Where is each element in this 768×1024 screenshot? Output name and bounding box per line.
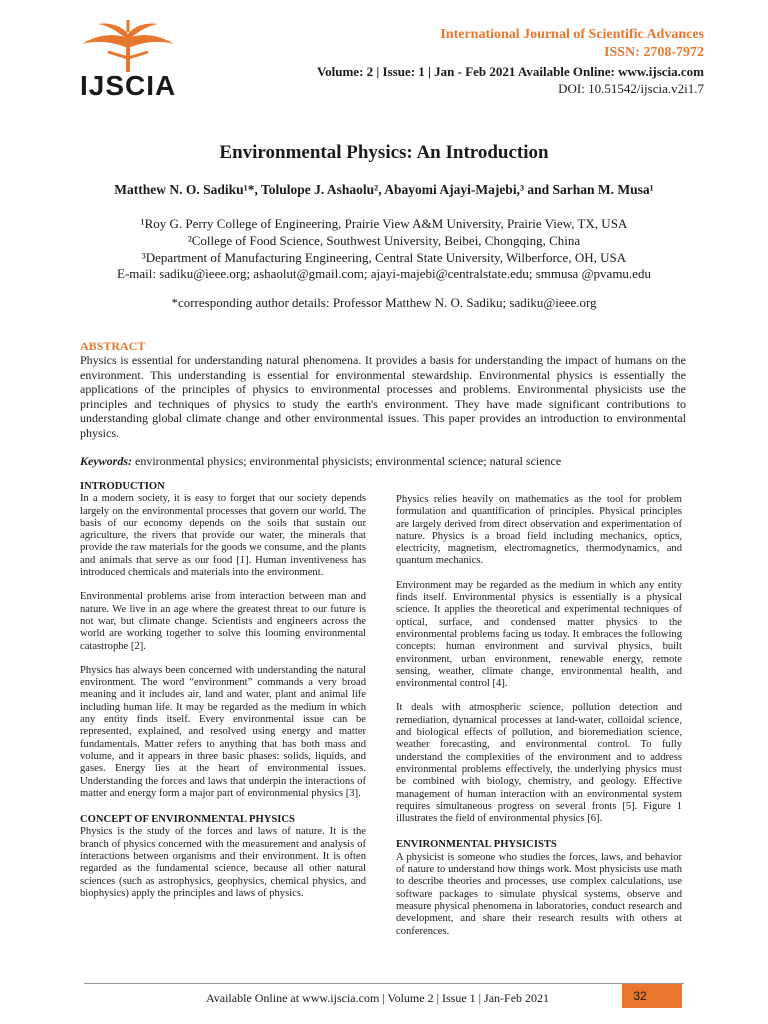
journal-logo-icon	[68, 18, 188, 74]
keywords-label: Keywords:	[80, 454, 132, 468]
abstract-text: Physics is essential for understanding natural phenomena. It provides a basis for understanding the impact of humans on the environment. This understanding is essential for environmental stewardship. Environmental physics is essentially the applications of the principles of physics to environmental processes and problems. Environmental physicists use the principles and techniques of physics to study the earth's environment. They have made significant contributions to understanding global climate change and other environmental issues. This paper provides an introduction to environmental physics.	[80, 353, 686, 440]
corresponding-author: *corresponding author details: Professor Matthew N. O. Sadiku; sadiku@ieee.org	[171, 295, 597, 310]
paper-title: Environmental Physics: An Introduction	[219, 142, 549, 163]
introduction-heading: INTRODUCTION	[80, 481, 165, 492]
keywords	[80, 454, 686, 469]
journal-name: International Journal of Scientific Advances	[440, 27, 704, 42]
keywords-text: environmental physics; environmental physicists; environmental science; natural science	[132, 454, 562, 468]
issn: ISSN: 2708-7972	[604, 45, 704, 60]
concept-paragraph-1: Physics is the study of the forces and laws of nature. It is the branch of physics concerned with the measurement and analysis of interactions between organisms and their environment. It is often regarded as the fundamental science, because all other natural sciences (such as astrophysics, geophysics, chemical physics, and biophysics) apply the principles and laws of physics.	[80, 826, 366, 899]
physicists-heading: ENVIRONMENTAL PHYSICISTS	[396, 839, 557, 851]
email-line: E-mail: sadiku@ieee.org; ashaolut@gmail.com; ajayi-majebi@centralstate.edu; smmusa @pvamu.edu	[117, 266, 651, 281]
volume-line: Volume: 2 | Issue: 1 | Jan - Feb 2021 Available Online: www.ijscia.com	[316, 64, 704, 79]
intro-paragraph-2: Environmental problems arise from interaction between man and nature. We live in an age where the greatest threat to our future is not war, but climate change. Scientists and engineers across the world are working together to solve this looming environmental catastrophe [2].	[80, 591, 366, 652]
affiliation-3: ³Department of Manufacturing Engineering, Central State University, Wilberforce, OH, USA	[141, 250, 627, 265]
right-paragraph-2: Environment may be regarded as the medium in which any entity finds itself. Environmental physics is essentially is a physical science. It applies the theoretical and experimental techniques of optical, surface, and condensed matter physics to the environmental problems facing us today. It embraces the following concepts: human environment and survival physics, built environment, urban environment, renewable energy, remote sensing, weather, climate change, environmental health, and environmental control [4].	[396, 579, 682, 690]
physicists-paragraph-1: A physicist is someone who studies the forces, laws, and behavior of nature to understand how things work. Most physicists use math to describe theories and processes, use complex calculations, use software packages to simulate physical systems, observe and measure physical phenomena in laboratories, conduct research and development, and share their research results with others at conferences.	[396, 851, 682, 937]
right-paragraph-1: Physics relies heavily on mathematics as the tool for problem formulation and quantification of principles. Physical principles are largely derived from direct observation and experimentation of nature. Physics is a broad field including mechanics, optics, electricity, magnetism, electromagnetics, thermodynamics, and quantum mechanics.	[396, 494, 682, 567]
intro-paragraph-3: Physics has always been concerned with understanding the natural environment. The word “environment” commands a very broad meaning and it includes air, land and water, plant and animal life including human life. It may be regarded as the medium in which any entity finds itself. Every environmental issue can be represented, explained, and resolved using energy and matter fundamentals. Matter refers to anything that has both mass and volume, and it appears in three basic phases: solids, liquids, and gases. Energy lies at the heart of environmental issues. Understanding the forces and laws that underpin the interactions of matter and energy form a major part of environmental physics [3].	[80, 664, 366, 799]
doi: DOI: 10.51542/ijscia.v2i1.7	[558, 81, 704, 96]
footer-divider	[84, 983, 684, 984]
authors: Matthew N. O. Sadiku¹*, Tolulope J. Ashaolu², Abayomi Ajayi-Majebi,³ and Sarhan M. Musa¹	[114, 182, 654, 197]
logo-text: IJSCIA	[80, 70, 177, 101]
concept-heading: CONCEPT OF ENVIRONMENTAL PHYSICS	[80, 814, 295, 826]
footer-text: Available Online at www.ijscia.com | Volume 2 | Issue 1 | Jan-Feb 2021	[206, 991, 550, 1005]
affiliation-2: ²College of Food Science, Southwest University, Beibei, Chongqing, China	[187, 233, 581, 248]
affiliation-1: ¹Roy G. Perry College of Engineering, Prairie View A&M University, Prairie View, TX, USA	[140, 216, 628, 231]
page-number: 32	[633, 989, 647, 1003]
intro-paragraph-1: In a modern society, it is easy to forget that our society depends largely on the environmental processes that govern our world. The basis of our economy depends on the soils that sustain our agriculture, the rivers that provide our water, the minerals that provide the raw materials for the goods we consume, and the plants and animals that serve as our food [1]. Human inventiveness has introduced chemicals and materials into the environment.	[80, 493, 366, 579]
abstract-heading: ABSTRACT	[80, 339, 146, 353]
right-column	[396, 494, 682, 938]
right-paragraph-3: It deals with atmospheric science, pollution detection and remediation, dynamical processes at land-water, colloidal science, and biological effects of pollution, and bioremediation science, weather forecasting, and environmental control. To fully understand the complexities of the environment and to address environmental problems effectively, the underlying physics must be combined with biology, chemistry, and geology. Effective management of human interaction with an environmental system requires simultaneous progress on several fronts [5]. Figure 1 illustrates the field of environmental physics [6].	[396, 702, 682, 825]
left-column	[80, 481, 366, 900]
